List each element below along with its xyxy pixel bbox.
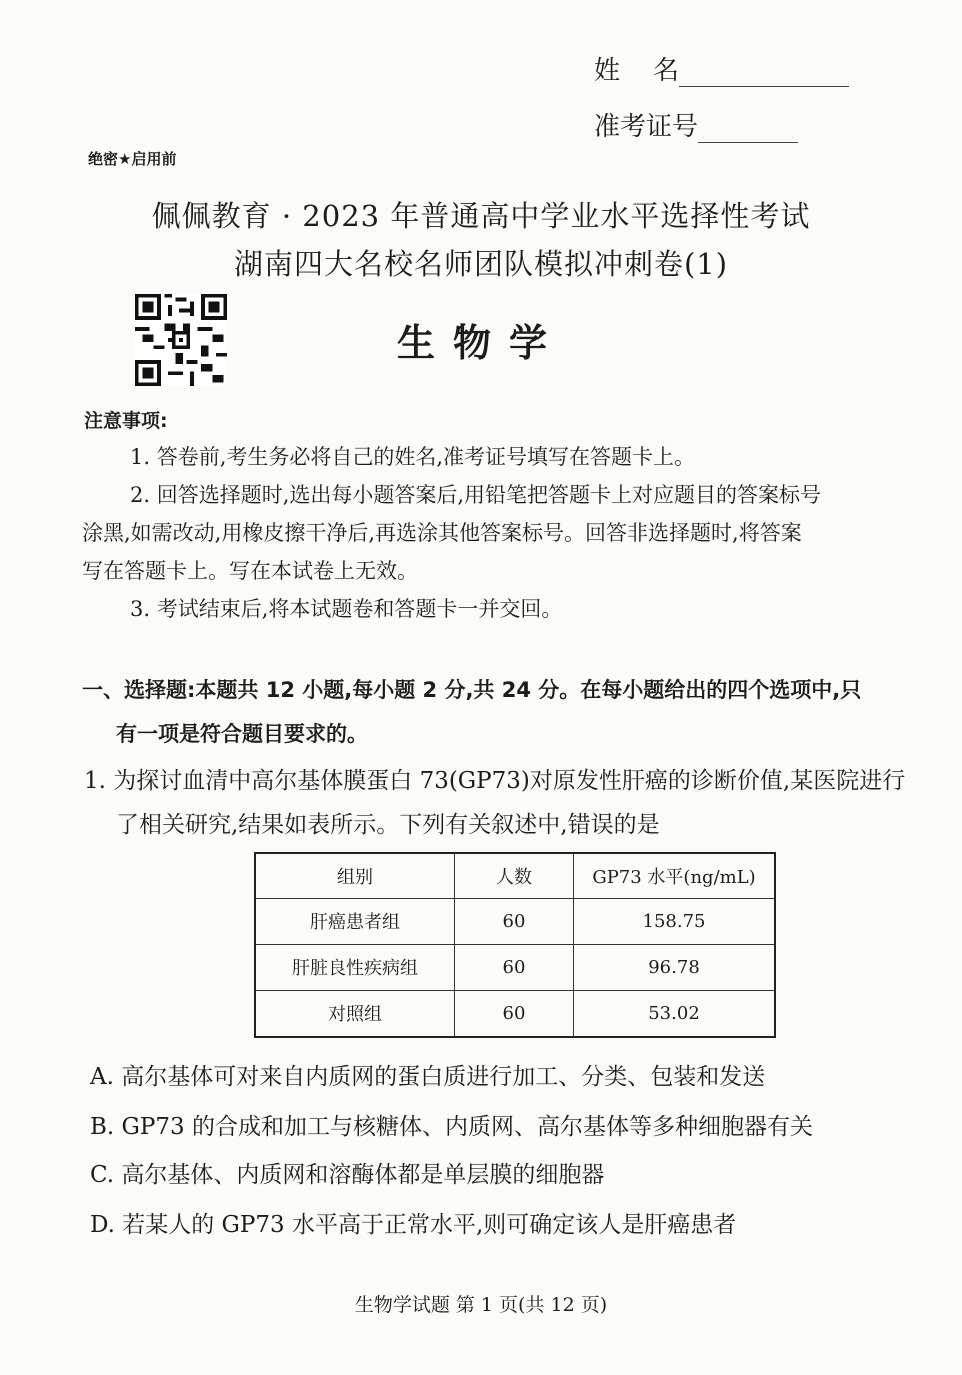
cell-count: 60 (455, 990, 574, 1037)
col-header-gp73-level: GP73 水平(ng/mL) (574, 853, 776, 899)
option-d: D. 若某人的 GP73 水平高于正常水平,则可确定该人是肝癌患者 (90, 1212, 737, 1238)
cell-gp73: 158.75 (574, 899, 776, 945)
notice-item-2-line-2: 涂黑,如需改动,用橡皮擦干净后,再选涂其他答案标号。回答非选择题时,将答案 (82, 521, 802, 545)
notice-item-2-line-3: 写在答题卡上。写在本试卷上无效。 (82, 559, 418, 583)
option-a: A. 高尔基体可对来自内质网的蛋白质进行加工、分类、包装和发送 (90, 1064, 766, 1090)
question-1-stem: 1. 为探讨血清中高尔基体膜蛋白 73(GP73)对原发性肝癌的诊断价值,某医院进行 (84, 768, 906, 794)
cell-group: 肝脏良性疾病组 (255, 944, 455, 990)
exam-id-blank[interactable] (698, 120, 798, 143)
table-row (255, 899, 775, 945)
exam-id-field-row (594, 106, 798, 143)
table-header-row (255, 853, 775, 899)
question-1-stem-cont: 了相关研究,结果如表所示。下列有关叙述中,错误的是 (116, 812, 660, 838)
notice-item-2-line-1: 2. 回答选择题时,选出每小题答案后,用铅笔把答题卡上对应题目的答案标号 (130, 483, 822, 507)
option-b: B. GP73 的合成和加工与核糖体、内质网、高尔基体等多种细胞器有关 (90, 1114, 813, 1140)
confidential-mark: 绝密★启用前 (88, 150, 177, 168)
section-heading-cont: 有一项是符合题目要求的。 (116, 722, 368, 746)
cell-count: 60 (455, 944, 574, 990)
name-blank[interactable] (679, 64, 849, 87)
col-header-count: 人数 (455, 853, 574, 899)
notice-heading: 注意事项: (84, 410, 168, 432)
name-field-row (594, 50, 849, 87)
notice-item-1: 1. 答卷前,考生务必将自己的姓名,准考证号填写在答题卡上。 (130, 445, 696, 469)
notice-item-3: 3. 考试结束后,将本试题卷和答题卡一并交回。 (130, 597, 563, 621)
table-row (255, 944, 775, 990)
name-label: 姓 名 (594, 56, 680, 86)
cell-group: 肝癌患者组 (255, 899, 455, 945)
page-footer: 生物学试题 第 1 页(共 12 页) (354, 1294, 608, 1316)
exam-id-label: 准考证号 (594, 112, 699, 142)
cell-count: 60 (455, 899, 574, 945)
results-table (254, 852, 776, 1038)
cell-gp73: 96.78 (574, 944, 776, 990)
exam-title: 佩佩教育 · 2023 年普通高中学业水平选择性考试 (151, 199, 811, 233)
section-heading: 一、选择题:本题共 12 小题,每小题 2 分,共 24 分。在每小题给出的四个选项中,只 (82, 678, 862, 702)
cell-group: 对照组 (255, 990, 455, 1037)
exam-subtitle: 湖南四大名校名师团队模拟冲刺卷(1) (233, 247, 729, 281)
option-c: C. 高尔基体、内质网和溶酶体都是单层膜的细胞器 (90, 1162, 605, 1188)
cell-gp73: 53.02 (574, 990, 776, 1037)
table-row (255, 990, 775, 1037)
subject-title: 生物学 (396, 321, 565, 365)
col-header-group: 组别 (255, 853, 455, 899)
